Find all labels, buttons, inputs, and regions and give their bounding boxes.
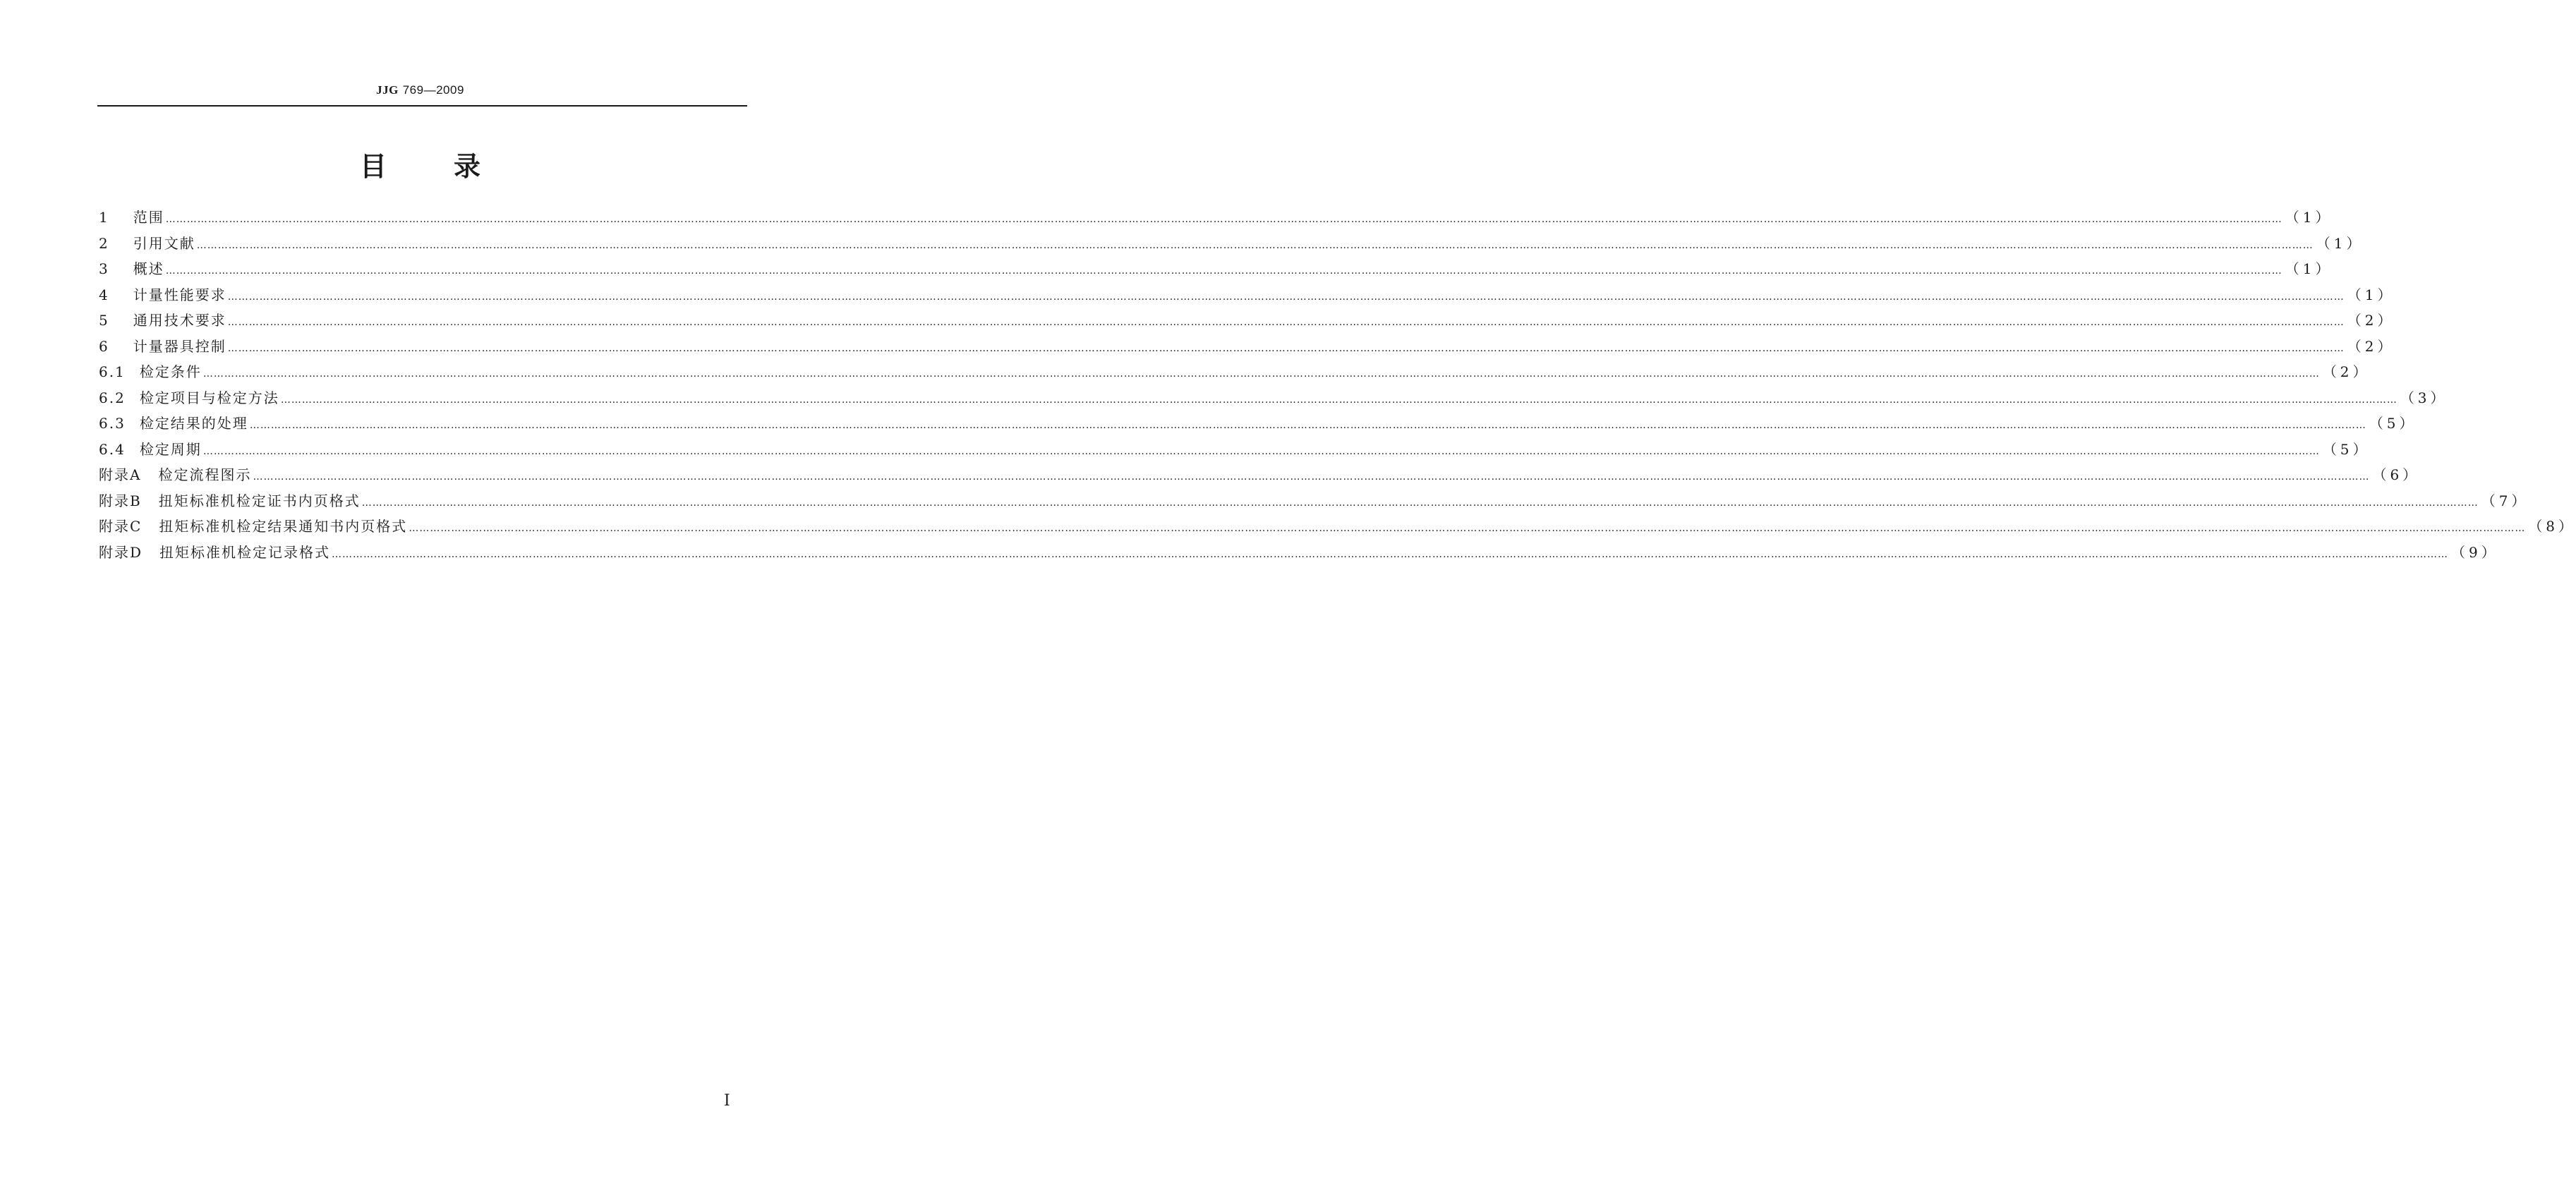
toc-entry-number: 4 (99, 286, 109, 303)
header-rule (97, 105, 747, 107)
title-char-left: 目 (359, 151, 387, 182)
toc-entry-label: 扭矩标准机检定证书内页格式 (158, 492, 361, 509)
toc-entry-page: （9） (2451, 543, 2499, 561)
toc-entry[interactable] (99, 309, 2395, 335)
toc-entry[interactable] (99, 387, 2448, 413)
toc-entry[interactable] (99, 206, 2333, 232)
toc-entry-number: 附录C (99, 518, 143, 535)
toc-entry-number: 1 (99, 209, 109, 226)
toc-entry[interactable] (99, 412, 2417, 438)
toc-entry-label: 检定项目与检定方法 (139, 389, 279, 406)
toc-leader-dots: …………………………………………………………………………………………………………………………………………………………………………………………………………………………………………………………………………………………………………………………………………………………………………………………………………………………………………………………………………………………………………………………………………………… (361, 497, 2479, 509)
toc-entry-page: （3） (2400, 389, 2448, 406)
toc-entry-label: 检定结果的处理 (139, 415, 248, 432)
toc-entry-label: 计量器具控制 (133, 337, 226, 355)
toc-entry-page: （5） (2322, 440, 2371, 458)
toc-leader-dots: …………………………………………………………………………………………………………………………………………………………………………………………………………………………………………………………………………………………………………………………………………………………………………………………………………………………………………………………………………………………………………………………………………………… (227, 291, 2345, 303)
toc-entry-label: 范围 (133, 209, 164, 226)
table-of-contents (99, 206, 2576, 566)
toc-entry-number: 6 (99, 337, 109, 355)
toc-entry-page: （1） (2347, 286, 2395, 303)
toc-leader-dots: …………………………………………………………………………………………………………………………………………………………………………………………………………………………………………………………………………………………………………………………………………………………………………………………………………………………………………………………………………………………………………………………………………………… (253, 471, 2370, 483)
toc-entry[interactable] (99, 515, 2576, 541)
toc-leader-dots: …………………………………………………………………………………………………………………………………………………………………………………………………………………………………………………………………………………………………………………………………………………………………………………………………………………………………………………………………………………………………………………………………………………… (227, 317, 2345, 328)
document-header (0, 83, 840, 97)
toc-entry[interactable] (99, 257, 2333, 284)
toc-entry-page: （2） (2322, 363, 2371, 380)
toc-entry-page: （2） (2347, 312, 2395, 329)
toc-entry-page: （2） (2347, 337, 2395, 355)
toc-entry[interactable] (99, 463, 2421, 490)
toc-entry-label: 概述 (133, 260, 164, 277)
toc-leader-dots: …………………………………………………………………………………………………………………………………………………………………………………………………………………………………………………………………………………………………………………………………………………………………………………………………………………………………………………………………………………………………………………………………………………… (332, 548, 2449, 560)
toc-entry[interactable] (99, 360, 2371, 387)
toc-entry-number: 附录A (99, 466, 142, 483)
toc-leader-dots: …………………………………………………………………………………………………………………………………………………………………………………………………………………………………………………………………………………………………………………………………………………………………………………………………………………………………………………………………………………………………………………………………………………… (280, 394, 2397, 406)
toc-entry-page: （8） (2528, 518, 2576, 535)
toc-entry[interactable] (99, 284, 2395, 310)
toc-entry-number: 2 (99, 234, 109, 252)
toc-entry-page: （6） (2372, 466, 2421, 483)
toc-entry-page: （7） (2481, 492, 2529, 509)
toc-leader-dots: …………………………………………………………………………………………………………………………………………………………………………………………………………………………………………………………………………………………………………………………………………………………………………………………………………………………………………………………………………………………………………………………………………………… (249, 420, 2366, 431)
standard-code: JJG (376, 83, 399, 97)
toc-entry-number: 附录B (99, 492, 142, 509)
toc-entry-number: 6.2 (99, 389, 126, 406)
toc-entry-number: 附录D (99, 543, 143, 561)
toc-entry-label: 通用技术要求 (133, 312, 226, 329)
toc-entry-number: 6.3 (99, 415, 126, 432)
page-number: I (724, 1092, 730, 1110)
toc-entry-label: 引用文献 (133, 234, 195, 252)
toc-entry[interactable] (99, 541, 2499, 567)
toc-leader-dots: …………………………………………………………………………………………………………………………………………………………………………………………………………………………………………………………………………………………………………………………………………………………………………………………………………………………………………………………………………………………………………………………………………………… (196, 239, 2314, 251)
toc-leader-dots: …………………………………………………………………………………………………………………………………………………………………………………………………………………………………………………………………………………………………………………………………………………………………………………………………………………………………………………………………………………………………………………………………………………… (165, 265, 2282, 277)
page-title (0, 145, 840, 183)
toc-entry-label: 检定流程图示 (158, 466, 252, 483)
toc-entry[interactable] (99, 490, 2529, 516)
toc-leader-dots: …………………………………………………………………………………………………………………………………………………………………………………………………………………………………………………………………………………………………………………………………………………………………………………………………………………………………………………………………………………………………………………………………………………… (202, 445, 2320, 457)
toc-entry-label: 扭矩标准机检定记录格式 (159, 543, 331, 561)
toc-entry-label: 检定周期 (139, 440, 202, 458)
toc-entry-page: （1） (2285, 209, 2333, 226)
title-char-right: 录 (454, 151, 481, 182)
toc-entry-page: （1） (2285, 260, 2333, 277)
toc-entry[interactable] (99, 335, 2395, 361)
standard-number: 769—2009 (402, 83, 464, 97)
toc-leader-dots: …………………………………………………………………………………………………………………………………………………………………………………………………………………………………………………………………………………………………………………………………………………………………………………………………………………………………………………………………………………………………………………………………………………… (165, 214, 2282, 225)
toc-entry-label: 扭矩标准机检定结果通知书内页格式 (159, 518, 408, 535)
toc-entry-number: 5 (99, 312, 109, 329)
toc-entry-label: 计量性能要求 (133, 286, 226, 303)
toc-entry[interactable] (99, 438, 2371, 464)
toc-entry[interactable] (99, 232, 2364, 258)
toc-leader-dots: …………………………………………………………………………………………………………………………………………………………………………………………………………………………………………………………………………………………………………………………………………………………………………………………………………………………………………………………………………………………………………………………………………………… (227, 342, 2345, 354)
toc-entry-label: 检定条件 (139, 363, 202, 380)
toc-entry-page: （5） (2369, 415, 2417, 432)
toc-entry-page: （1） (2316, 234, 2364, 252)
toc-leader-dots: …………………………………………………………………………………………………………………………………………………………………………………………………………………………………………………………………………………………………………………………………………………………………………………………………………………………………………………………………………………………………………………………………………………… (409, 523, 2526, 534)
toc-entry-number: 6.4 (99, 440, 126, 458)
toc-entry-number: 3 (99, 260, 109, 277)
toc-leader-dots: …………………………………………………………………………………………………………………………………………………………………………………………………………………………………………………………………………………………………………………………………………………………………………………………………………………………………………………………………………………………………………………………………………………… (202, 368, 2320, 380)
toc-entry-number: 6.1 (99, 363, 126, 380)
